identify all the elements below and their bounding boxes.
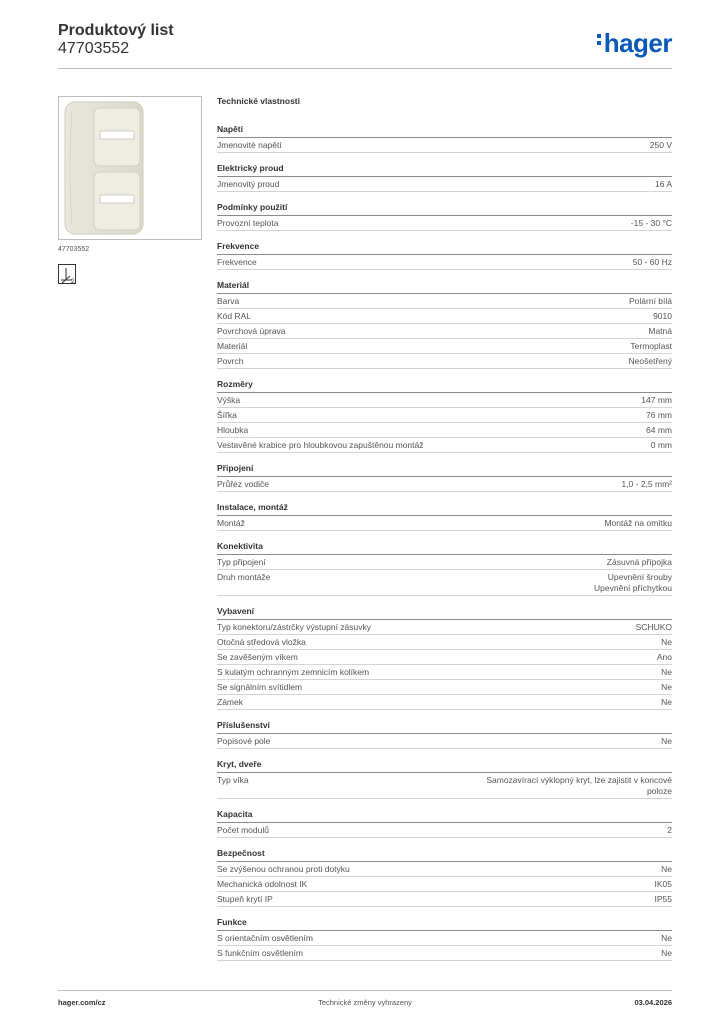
property-value: Ne (661, 666, 672, 677)
property-row (217, 294, 672, 309)
property-label: Materiál (217, 340, 248, 351)
property-label: Kód RAL (217, 310, 252, 321)
property-value: 50 - 60 Hz (632, 256, 672, 267)
property-label: Typ víka (217, 774, 249, 785)
property-row (217, 477, 672, 492)
property-value-line: poloze (646, 785, 672, 796)
section-title: Rozměry (217, 377, 672, 393)
property-value: Ne (661, 863, 672, 874)
property-value: IP55 (654, 893, 672, 904)
property-label: Šířka (217, 409, 237, 420)
property-sections (217, 122, 672, 961)
property-row (217, 635, 672, 650)
property-value-line: Upevnění příchytkou (594, 582, 672, 593)
section-title: Příslušenství (217, 718, 672, 734)
property-section (217, 161, 672, 192)
property-value: 9010 (653, 310, 672, 321)
section-title: Instalace, montáž (217, 500, 672, 516)
property-value: Neošetřený (628, 355, 672, 366)
svg-text:2: 2 (71, 279, 75, 285)
property-row (217, 408, 672, 423)
property-section (217, 122, 672, 153)
section-title: Vybavení (217, 604, 672, 620)
property-row (217, 516, 672, 531)
property-value: Termoplast (630, 340, 672, 351)
property-value: 147 mm (641, 394, 672, 405)
property-label: Povrch (217, 355, 244, 366)
property-label: Se signálním svítidlem (217, 681, 303, 692)
footer-divider (58, 990, 672, 991)
property-row (217, 138, 672, 153)
section-title: Konektivita (217, 539, 672, 555)
logo-text: hager (603, 28, 672, 58)
property-label: S orientačním osvětlením (217, 932, 313, 943)
product-number: 47703552 (58, 40, 130, 57)
property-label: Otočná středová vložka (217, 636, 306, 647)
property-value: IK05 (654, 878, 672, 889)
technical-properties (217, 96, 672, 969)
product-image-frame (58, 96, 202, 240)
property-value: Ne (661, 696, 672, 707)
section-title: Elektrický proud (217, 161, 672, 177)
section-title: Funkce (217, 915, 672, 931)
property-row (217, 438, 672, 453)
property-value: Polární bílá (629, 295, 672, 306)
property-row (217, 773, 672, 799)
section-title: Kryt, dveře (217, 757, 672, 773)
property-row (217, 177, 672, 192)
property-row (217, 665, 672, 680)
property-label: Zámek (217, 696, 243, 707)
property-section (217, 807, 672, 838)
property-row (217, 570, 672, 596)
product-panel (58, 96, 202, 284)
property-row (217, 946, 672, 961)
section-title: Připojení (217, 461, 672, 477)
property-row (217, 339, 672, 354)
property-row (217, 650, 672, 665)
property-row (217, 862, 672, 877)
page-header (58, 22, 672, 68)
property-section (217, 200, 672, 231)
property-section (217, 539, 672, 596)
property-section (217, 377, 672, 453)
property-label: Povrchová úprava (217, 325, 286, 336)
property-value (432, 572, 672, 594)
section-title: Materiál (217, 278, 672, 294)
section-title: Kapacita (217, 807, 672, 823)
property-label: Typ konektoru/zástrčky výstupní zásuvky (217, 621, 372, 632)
property-value: SCHUKO (635, 621, 672, 632)
property-row (217, 354, 672, 369)
property-label: Druh montáže (217, 571, 271, 582)
property-label: Jmenovitý proud (217, 178, 280, 189)
property-section (217, 239, 672, 270)
property-value: Matná (648, 325, 672, 336)
property-row (217, 931, 672, 946)
property-value: 1,0 - 2,5 mm² (621, 478, 672, 489)
property-row (217, 423, 672, 438)
property-section (217, 915, 672, 961)
property-value: 2 (667, 824, 672, 835)
technical-properties-heading: Technické vlastnosti (217, 96, 300, 106)
property-row (217, 324, 672, 339)
section-title: Frekvence (217, 239, 672, 255)
property-value: Ne (661, 932, 672, 943)
property-label: Barva (217, 295, 240, 306)
property-value: Ne (661, 735, 672, 746)
property-label: Provozní teplota (217, 217, 279, 228)
property-value-line: Upevnění šrouby (607, 571, 672, 582)
property-section (217, 461, 672, 492)
property-section (217, 500, 672, 531)
property-label: Stupeň krytí IP (217, 893, 273, 904)
property-value: Zásuvná přípojka (606, 556, 672, 567)
footer-website: hager.com/cz (58, 998, 106, 1007)
mounting-symbol-icon (58, 264, 76, 284)
hager-logo (597, 28, 672, 59)
property-row (217, 393, 672, 408)
property-value: Ne (661, 947, 672, 958)
property-label: Jmenovité napětí (217, 139, 282, 150)
property-row (217, 892, 672, 907)
property-row (217, 255, 672, 270)
property-label: Průřez vodiče (217, 478, 269, 489)
product-caption: 47703552 (58, 246, 90, 253)
property-label: Hloubka (217, 424, 249, 435)
property-row (217, 620, 672, 635)
property-label: Výška (217, 394, 241, 405)
property-row (217, 680, 672, 695)
footer-disclaimer: Technické změny vyhrazeny (318, 998, 412, 1007)
property-row (217, 555, 672, 570)
property-label: S kulatým ochranným zemnicím kolíkem (217, 666, 370, 677)
property-label: Se zvýšenou ochranou proti dotyku (217, 863, 350, 874)
property-value: 16 A (654, 178, 672, 189)
property-label: Frekvence (217, 256, 257, 267)
property-label: Mechanická odolnost IK (217, 878, 308, 889)
property-label: Se zavěšeným víkem (217, 651, 298, 662)
property-value: Ne (661, 681, 672, 692)
section-title: Napětí (217, 122, 672, 138)
property-value: 250 V (649, 139, 672, 150)
property-label: Montáž (217, 517, 245, 528)
property-value: 0 mm (650, 439, 672, 450)
property-row (217, 734, 672, 749)
property-value (432, 775, 672, 797)
section-title: Podmínky použití (217, 200, 672, 216)
property-section (217, 846, 672, 907)
property-value: Ano (656, 651, 672, 662)
property-label: Vestavěné krabice pro hloubkovou zapuštěnou montáž (217, 439, 424, 450)
property-label: Typ připojení (217, 556, 266, 567)
property-value: Montáž na omítku (604, 517, 672, 528)
product-image (64, 100, 144, 236)
property-label: S funkčním osvětlením (217, 947, 303, 958)
property-value-line: Samozavírací výklopný kryt, lze zajistit v koncové (486, 774, 672, 785)
header-divider (58, 68, 672, 69)
property-value: -15 - 30 °C (630, 217, 672, 228)
property-row (217, 216, 672, 231)
logo-dots-icon (597, 34, 602, 48)
property-row (217, 823, 672, 838)
property-row (217, 695, 672, 710)
property-label: Popisové pole (217, 735, 271, 746)
property-section (217, 604, 672, 710)
footer-date: 03.04.2026 (634, 998, 672, 1007)
property-value: 64 mm (646, 424, 672, 435)
property-value: Ne (661, 636, 672, 647)
property-label: Počet modulů (217, 824, 269, 835)
document-title: Produktový list (58, 22, 174, 39)
property-row (217, 877, 672, 892)
property-section (217, 718, 672, 749)
property-value: 76 mm (646, 409, 672, 420)
property-row (217, 309, 672, 324)
section-title: Bezpečnost (217, 846, 672, 862)
property-section (217, 278, 672, 369)
property-section (217, 757, 672, 799)
